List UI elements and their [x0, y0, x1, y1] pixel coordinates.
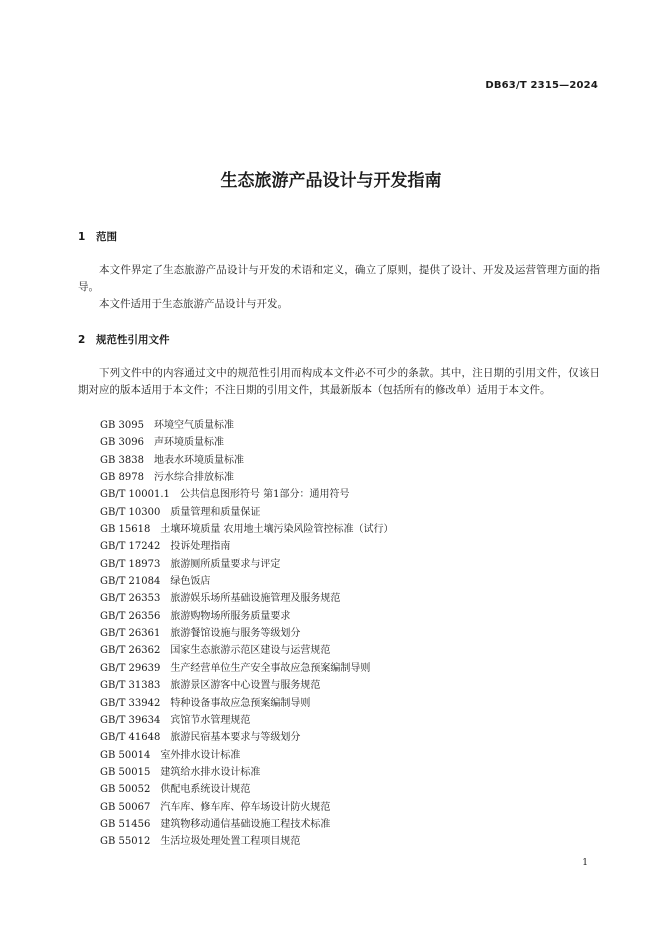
reference-item: [100, 452, 394, 469]
reference-title: 土壤环境质量 农用地土壤污染风险管控标准（试行）: [160, 524, 394, 536]
reference-title: 污水综合排放标准: [153, 472, 234, 484]
reference-code: GB/T 21084: [100, 576, 161, 588]
reference-item: [100, 434, 394, 451]
reference-item: [100, 816, 394, 833]
reference-title: 地表水环境质量标准: [153, 454, 244, 466]
reference-title: 旅游娱乐场所基础设施管理及服务规范: [170, 593, 341, 605]
reference-title: 供配电系统设计规范: [160, 784, 251, 796]
reference-title: 生活垃圾处理处置工程项目规范: [160, 836, 301, 848]
reference-code: GB 15618: [100, 524, 151, 536]
section-1-title: 范围: [96, 231, 117, 243]
section-2-heading: [78, 332, 170, 347]
page-number: 1: [582, 858, 588, 868]
section-1-heading: [78, 229, 117, 244]
reference-code: GB 3096: [100, 437, 144, 449]
reference-item: [100, 781, 394, 798]
reference-code: GB/T 31383: [100, 680, 161, 692]
reference-item: [100, 417, 394, 434]
reference-code: GB/T 33942: [100, 697, 161, 709]
reference-code: GB 50014: [100, 749, 151, 761]
reference-item: [100, 660, 394, 677]
reference-code: GB/T 39634: [100, 714, 161, 726]
reference-code: GB/T 26362: [100, 645, 161, 657]
reference-code: GB 55012: [100, 836, 151, 848]
reference-item: [100, 712, 394, 729]
reference-title: 室外排水设计标准: [160, 749, 241, 761]
reference-item: [100, 799, 394, 816]
reference-item: [100, 469, 394, 486]
section-2-number: 2: [78, 334, 86, 346]
reference-title: 旅游景区游客中心设置与服务规范: [170, 680, 321, 692]
reference-code: GB 51456: [100, 818, 151, 830]
reference-title: 环境空气质量标准: [153, 420, 234, 431]
reference-code: GB/T 10300: [100, 506, 161, 518]
reference-code: GB/T 17242: [100, 541, 161, 553]
reference-item: [100, 625, 394, 642]
reference-code: GB/T 26356: [100, 610, 161, 622]
section-1-paragraph-1: 本文件界定了生态旅游产品设计与开发的术语和定义，确立了原则，提供了设计、开发及运营管理方面的指导。: [78, 264, 600, 293]
reference-item: [100, 833, 394, 850]
reference-title: 汽车库、修车库、停车场设计防火规范: [160, 801, 331, 813]
reference-title: 生产经营单位生产安全事故应急预案编制导则: [170, 662, 371, 674]
reference-code: GB/T 18973: [100, 558, 161, 570]
reference-title: 国家生态旅游示范区建设与运营规范: [170, 645, 331, 657]
reference-title: 声环境质量标准: [153, 437, 224, 449]
reference-code: GB/T 29639: [100, 662, 161, 674]
reference-code: GB/T 26353: [100, 593, 161, 605]
reference-title: 宾馆节水管理规范: [170, 714, 251, 726]
reference-item: [100, 642, 394, 659]
reference-title: 旅游餐馆设施与服务等级划分: [170, 628, 301, 640]
reference-item: [100, 608, 394, 625]
reference-title: 公共信息图形符号 第1部分：通用符号: [179, 489, 350, 501]
document-title: 生态旅游产品设计与开发指南: [220, 171, 442, 191]
reference-code: GB 3095: [100, 420, 144, 431]
reference-item: [100, 556, 394, 573]
reference-title: 投诉处理指南: [170, 541, 231, 553]
document-code: DB63/T 2315—2024: [485, 80, 598, 91]
reference-code: GB 8978: [100, 472, 144, 484]
reference-item: [100, 729, 394, 746]
reference-title: 旅游购物场所服务质量要求: [170, 610, 291, 622]
reference-title: 旅游厕所质量要求与评定: [170, 558, 281, 570]
reference-list: [100, 417, 394, 851]
reference-item: [100, 538, 394, 555]
reference-item: [100, 486, 394, 503]
reference-title: 建筑物移动通信基础设施工程技术标准: [160, 818, 331, 830]
reference-item: [100, 573, 394, 590]
reference-title: 绿色饭店: [170, 576, 211, 588]
reference-item: [100, 521, 394, 538]
reference-title: 质量管理和质量保证: [170, 506, 261, 518]
reference-item: [100, 504, 394, 521]
reference-code: GB/T 10001.1: [100, 489, 170, 501]
reference-item: [100, 747, 394, 764]
reference-code: GB 50067: [100, 801, 151, 813]
section-1-number: 1: [78, 231, 86, 243]
section-2-title: 规范性引用文件: [96, 334, 170, 346]
reference-title: 特种设备事故应急预案编制导则: [170, 697, 311, 709]
reference-title: 建筑给水排水设计标准: [160, 766, 261, 778]
reference-item: [100, 695, 394, 712]
reference-title: 旅游民宿基本要求与等级划分: [170, 732, 301, 744]
reference-item: [100, 764, 394, 781]
reference-code: GB 3838: [100, 454, 144, 466]
reference-item: [100, 677, 394, 694]
reference-code: GB 50015: [100, 766, 151, 778]
section-1-paragraph-2: 本文件适用于生态旅游产品设计与开发。: [99, 298, 288, 310]
section-2-intro: 下列文件中的内容通过文中的规范性引用而构成本文件必不可少的条款。其中，注日期的引用文件，仅该日期对应的版本适用于本文件；不注日期的引用文件，其最新版本（包括所有的修改单）适用于本文件。: [78, 367, 600, 396]
reference-code: GB 50052: [100, 784, 151, 796]
reference-code: GB/T 41648: [100, 732, 161, 744]
reference-item: [100, 590, 394, 607]
reference-code: GB/T 26361: [100, 628, 161, 640]
